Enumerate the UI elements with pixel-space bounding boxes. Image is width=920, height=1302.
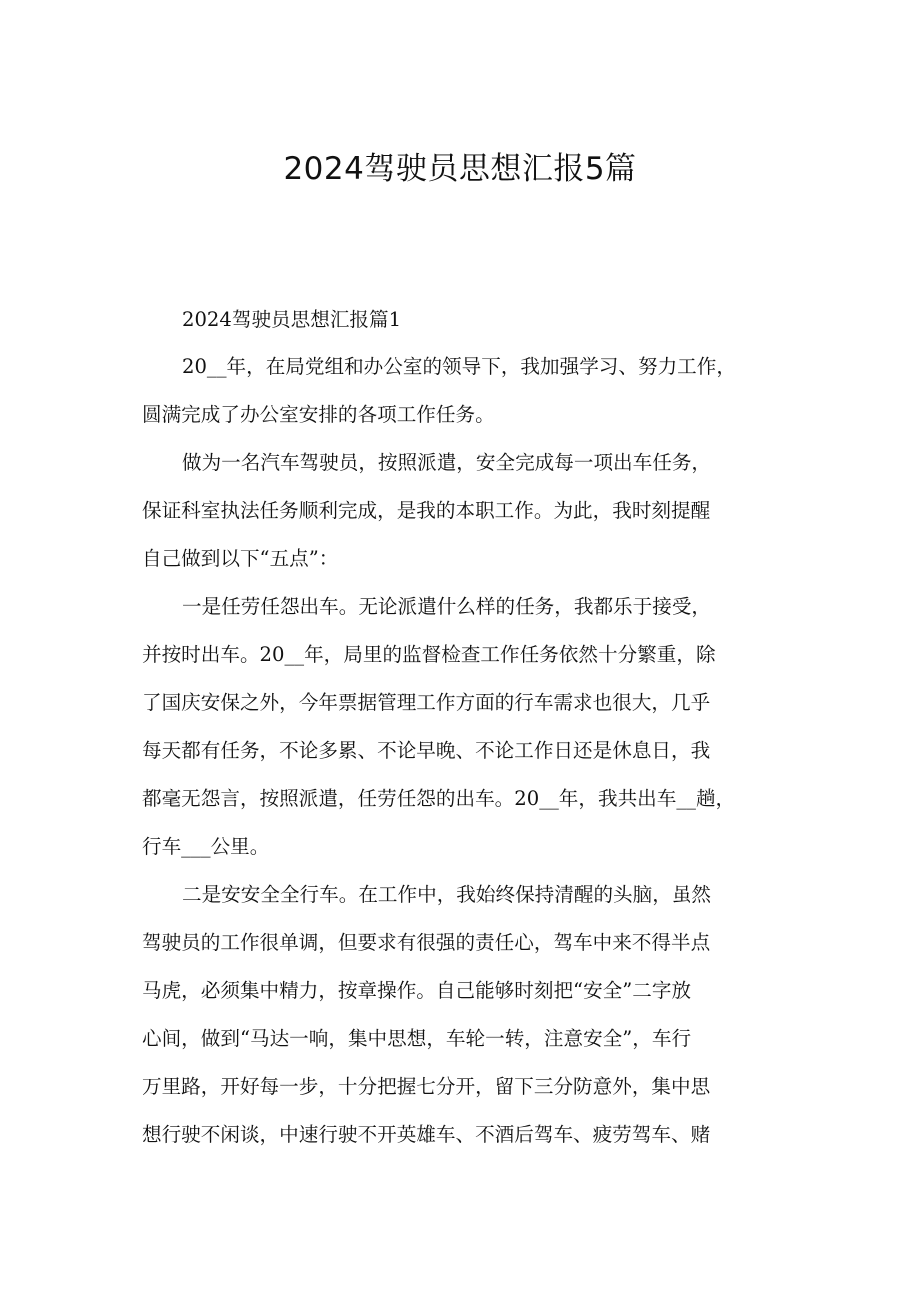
paragraph-line: 20__年，在局党组和办公室的领导下，我加强学习、努力工作，	[182, 355, 736, 378]
document-title: 2024驾驶员思想汇报5篇	[283, 151, 637, 187]
paragraph-line: 二是安安全全行车。在工作中，我始终保持清醒的头脑，虽然	[182, 883, 712, 906]
paragraph-line: 都毫无怨言，按照派遣，任劳任怨的出车。20__年，我共出车__趟，	[142, 787, 736, 810]
paragraph-line: 自己做到以下“五点”：	[142, 547, 339, 570]
paragraph-line: 并按时出车。20__年，局里的监督检查工作任务依然十分繁重，除	[142, 643, 716, 666]
section-heading: 2024驾驶员思想汇报篇1	[182, 308, 402, 331]
paragraph-line: 保证科室执法任务顺利完成，是我的本职工作。为此，我时刻提醒	[142, 499, 711, 522]
paragraph-line: 行车___公里。	[142, 835, 270, 858]
paragraph-line: 万里路，开好每一步，十分把握七分开，留下三分防意外，集中思	[142, 1075, 711, 1098]
paragraph-line: 马虎，必须集中精力，按章操作。自己能够时刻把“安全”二字放	[142, 979, 692, 1002]
paragraph-line: 圆满完成了办公室安排的各项工作任务。	[142, 403, 495, 426]
paragraph-line: 做为一名汽车驾驶员，按照派遣，安全完成每一项出车任务，	[182, 451, 712, 474]
paragraph-line: 了国庆安保之外，今年票据管理工作方面的行车需求也很大，几乎	[142, 691, 711, 714]
paragraph-line: 心间，做到“马达一响，集中思想，车轮一转，注意安全”，车行	[142, 1027, 692, 1050]
paragraph-line: 想行驶不闲谈，中速行驶不开英雄车、不酒后驾车、疲劳驾车、赌	[142, 1123, 711, 1146]
paragraph-line: 一是任劳任怨出车。无论派遣什么样的任务，我都乐于接受，	[182, 595, 712, 618]
paragraph-line: 驾驶员的工作很单调，但要求有很强的责任心，驾车中来不得半点	[142, 931, 711, 954]
paragraph-line: 每天都有任务，不论多累、不论早晚、不论工作日还是休息日，我	[142, 739, 711, 762]
